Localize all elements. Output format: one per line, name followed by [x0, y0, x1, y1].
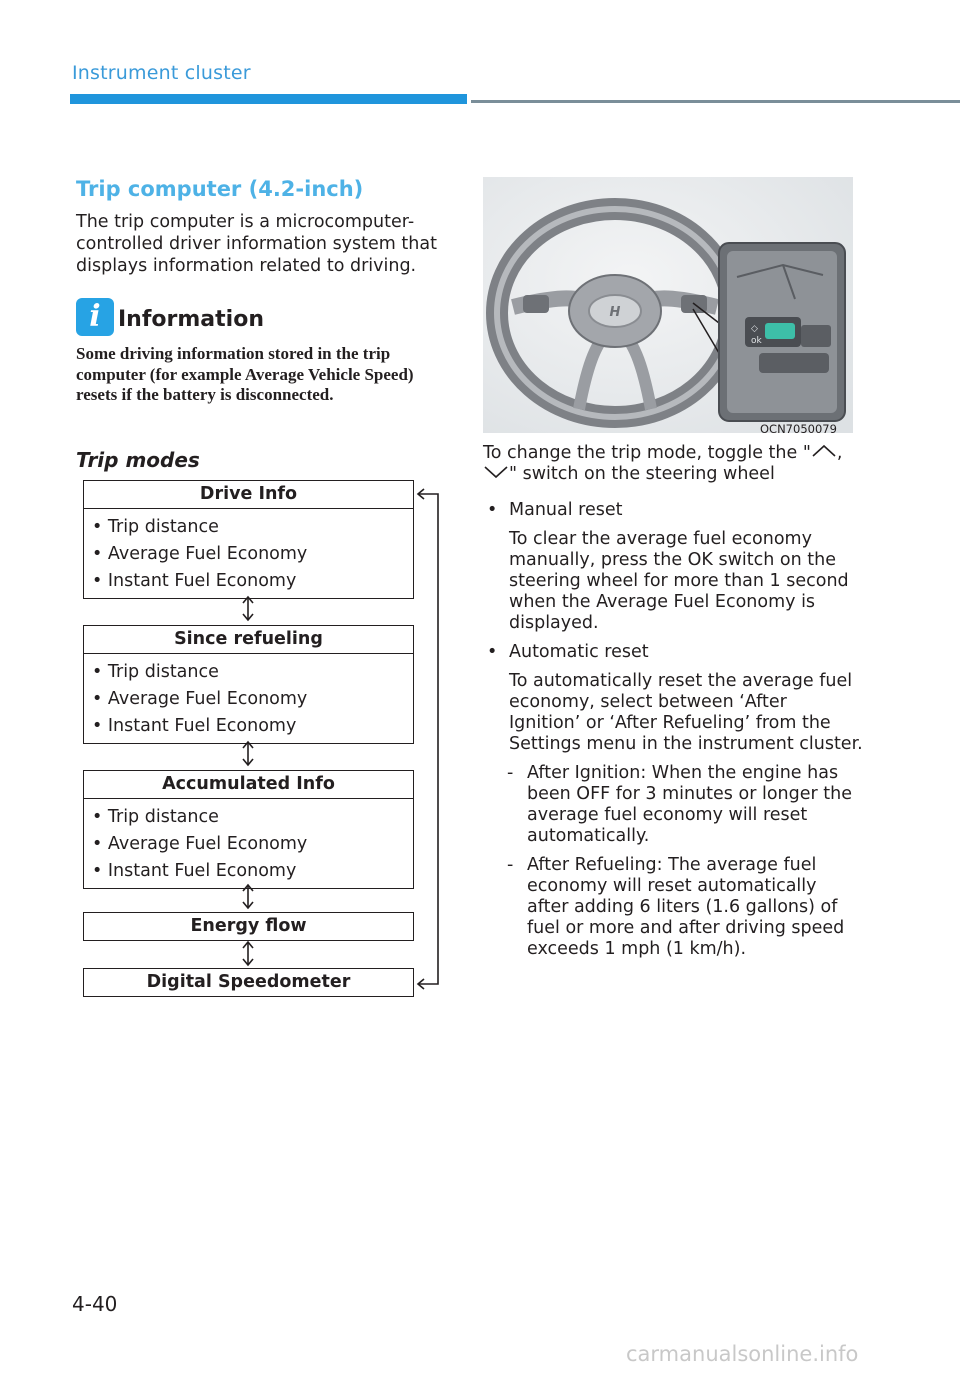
- mode-item: • Average Fuel Economy: [92, 544, 308, 564]
- toggle-text-end: " switch on the steering wheel: [509, 464, 775, 484]
- mode-item: • Instant Fuel Economy: [92, 571, 297, 591]
- page-number: 4-40: [72, 1292, 118, 1316]
- mode-item: • Trip distance: [92, 517, 219, 537]
- automatic-reset-title: • Automatic reset: [483, 642, 863, 663]
- intro-paragraph: The trip computer is a microcomputer-controlled driver information system that displays information related to driving.: [76, 212, 437, 276]
- right-column: [483, 443, 863, 960]
- mode-item: • Instant Fuel Economy: [92, 861, 297, 881]
- info-title: Information: [118, 307, 264, 332]
- mode-title: Accumulated Info: [84, 771, 413, 799]
- toggle-instruction: [483, 443, 863, 485]
- return-loop-line: [418, 494, 438, 984]
- svg-text:ok: ok: [751, 336, 762, 346]
- mode-title: Digital Speedometer: [146, 972, 351, 992]
- chevron-down-icon: [483, 465, 509, 479]
- mode-title: Energy flow: [190, 916, 307, 936]
- chevron-up-icon: [811, 444, 837, 458]
- mode-item: • Average Fuel Economy: [92, 834, 308, 854]
- svg-text:H: H: [609, 305, 621, 320]
- mode-item: • Average Fuel Economy: [92, 689, 308, 709]
- mode-item: • Instant Fuel Economy: [92, 716, 297, 736]
- steering-wheel-illustration: [483, 177, 853, 433]
- after-refueling-option: - After Refueling: The average fuel economy will reset automatically after adding 6 liters (1.6 gallons) of fuel or more and after driving speed exceeds 1 mph (1 km/h).: [483, 855, 863, 960]
- manual-reset-title: • Manual reset: [483, 500, 863, 521]
- mode-item: • Trip distance: [92, 662, 219, 682]
- info-body: Some driving information stored in the trip computer (for example Average Vehicle Speed) resets if the battery is disconnected.: [76, 344, 414, 404]
- info-icon: i: [76, 298, 114, 336]
- watermark: carmanualsonline.info: [626, 1342, 859, 1366]
- mode-title: Drive Info: [84, 481, 413, 509]
- section-title: Trip computer (4.2-inch): [76, 177, 364, 201]
- mode-title: Since refueling: [84, 626, 413, 654]
- mode-item: • Trip distance: [92, 807, 219, 827]
- section-header: Instrument cluster: [72, 62, 251, 84]
- figure-code: OCN7050079: [760, 422, 837, 436]
- svg-text:◇: ◇: [751, 324, 758, 334]
- automatic-reset-text: To automatically reset the average fuel economy, select between ‘After Ignition’ or ‘After Refueling’ from the Settings menu in the instrument cluster.: [509, 671, 863, 754]
- trip-modes-title: Trip modes: [76, 448, 200, 472]
- steering-wheel-figure: [483, 177, 853, 433]
- toggle-text-sep: ,: [836, 443, 843, 463]
- manual-reset-text: To clear the average fuel economy manually, press the OK switch on the steering wheel for more than 1 second when the Average Fuel Economy is displayed.: [509, 529, 849, 633]
- toggle-text-start: To change the trip mode, toggle the ": [483, 443, 811, 463]
- after-ignition-option: - After Ignition: When the engine has been OFF for 3 minutes or longer the average fuel economy will reset automatically.: [483, 763, 863, 847]
